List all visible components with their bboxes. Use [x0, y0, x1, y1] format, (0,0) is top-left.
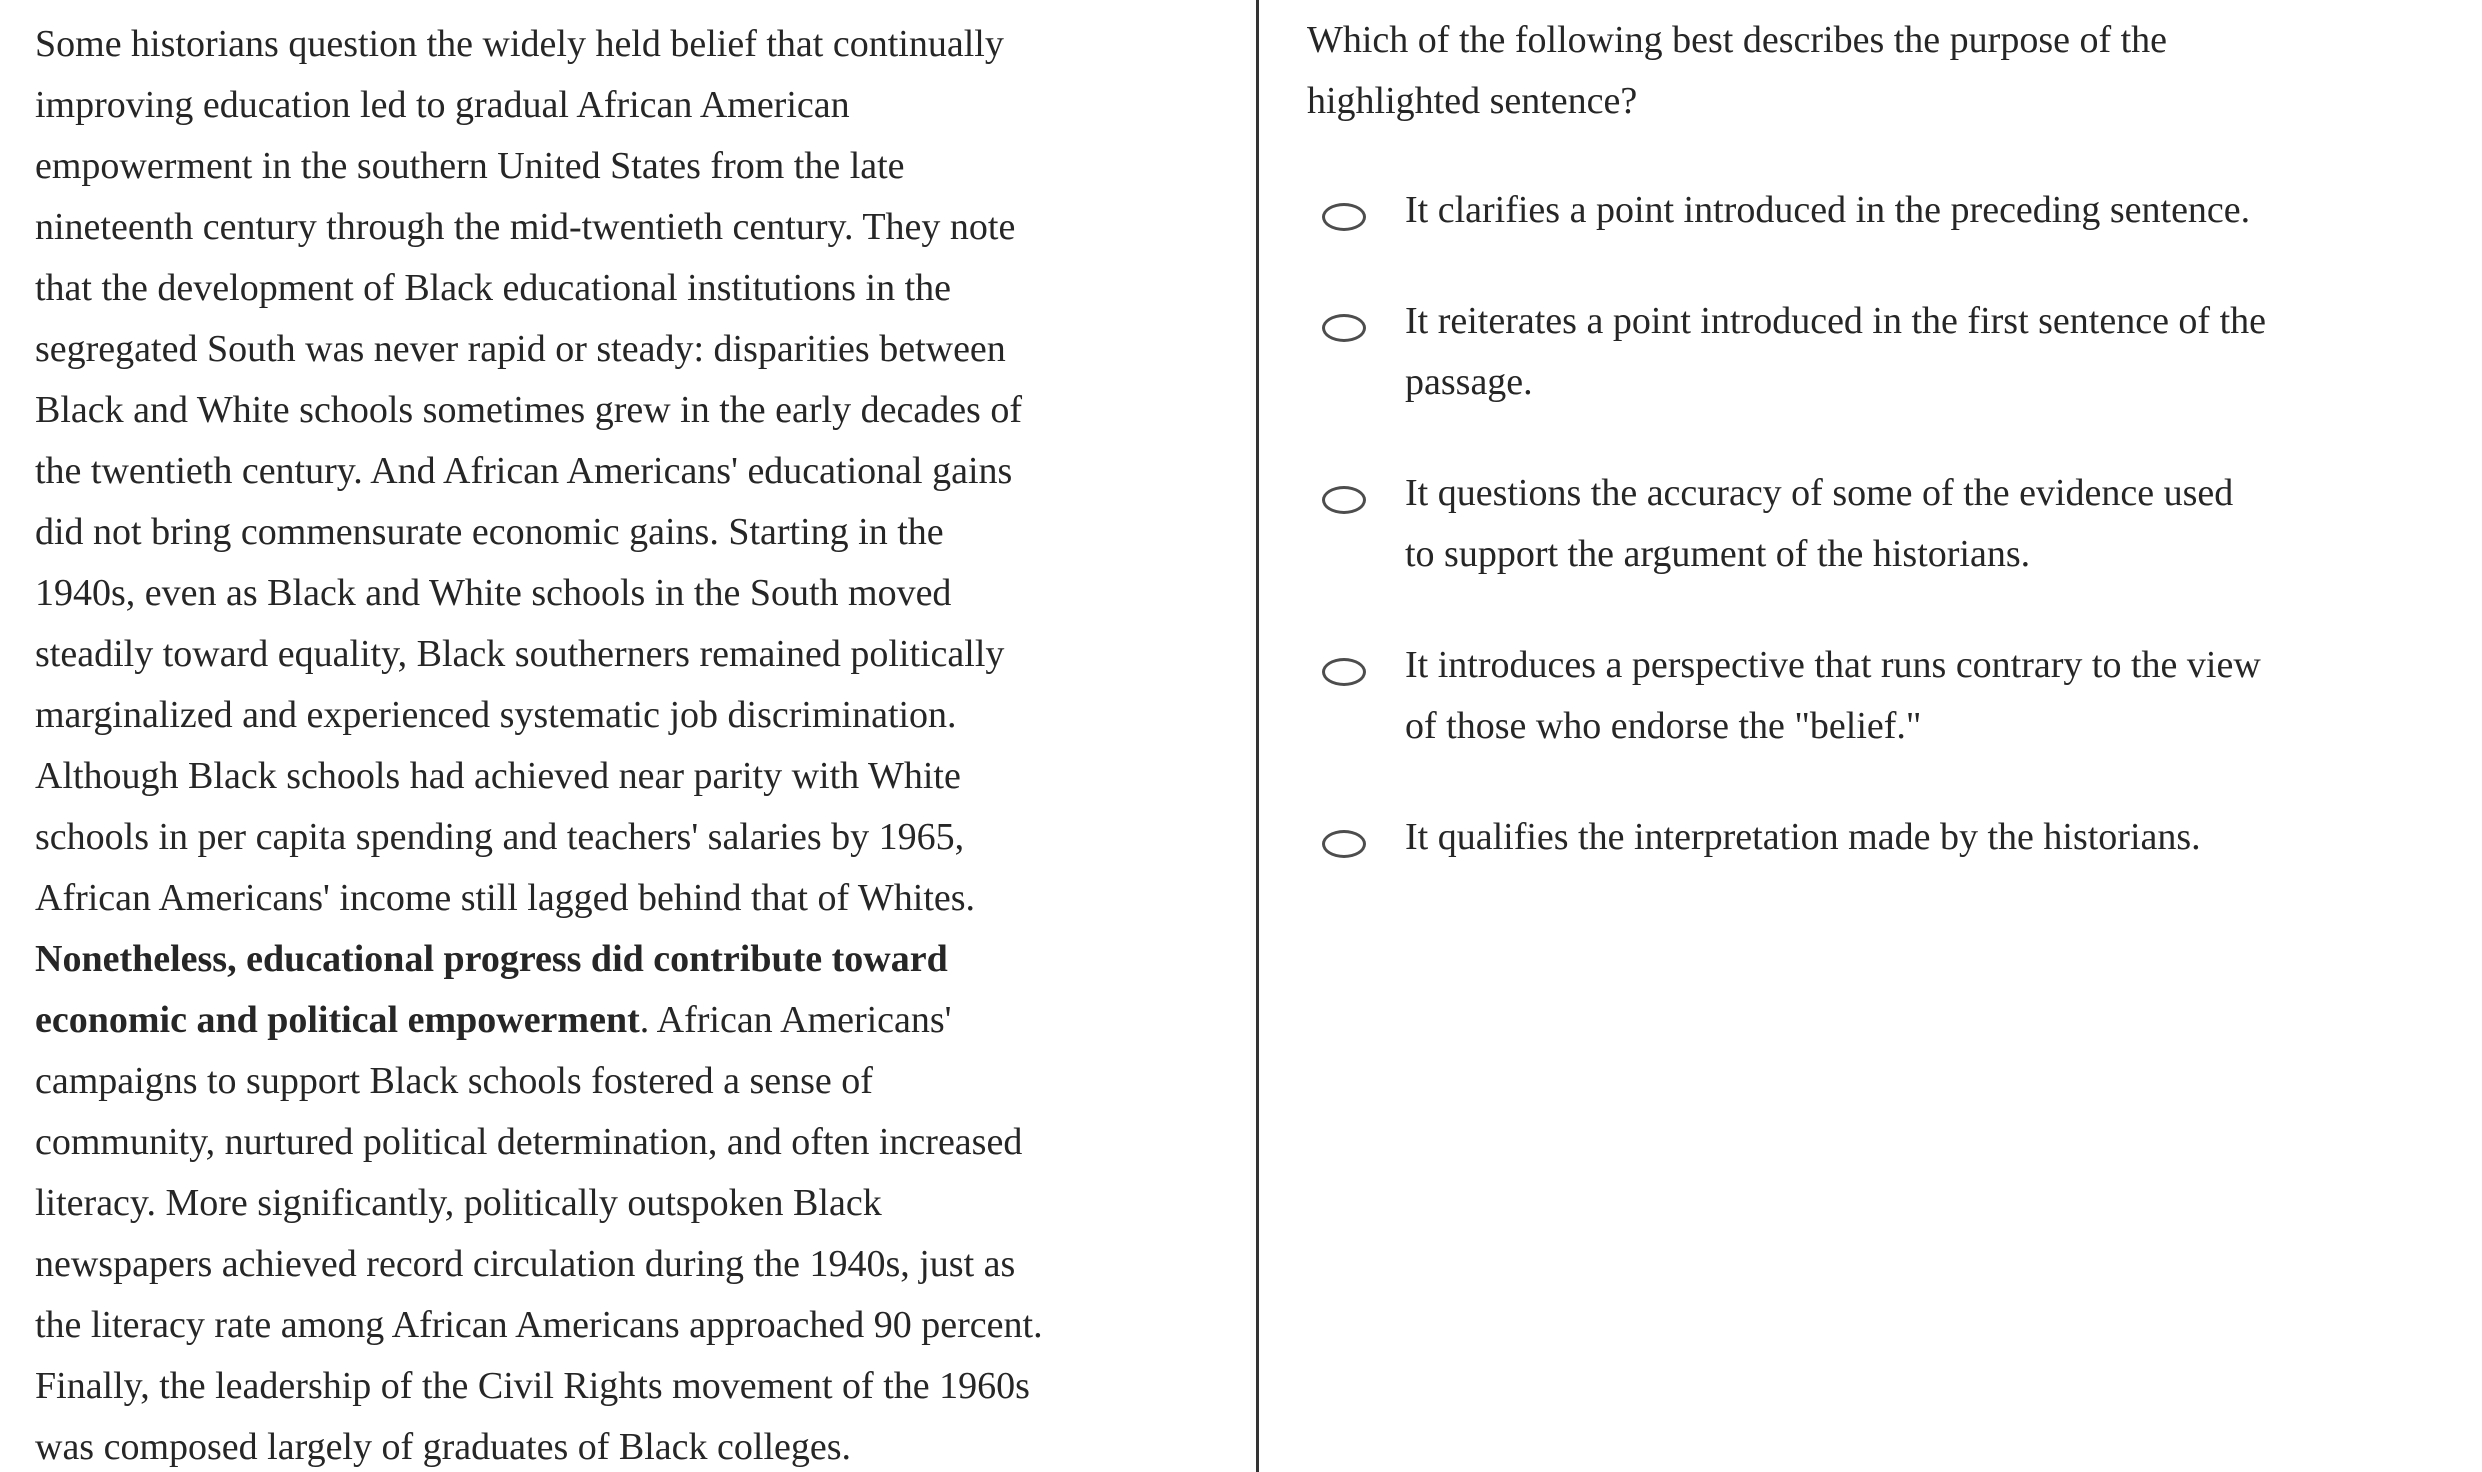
passage-line — [35, 1051, 1251, 1112]
option-line[interactable]: of those who endorse the "belief." — [1405, 705, 1922, 747]
answer-option-3[interactable] — [1307, 463, 2477, 585]
passage-text-segment: campaigns to support Black schools fostered a sense of — [35, 1060, 873, 1102]
answer-option-2[interactable] — [1307, 291, 2477, 413]
option-line[interactable]: It qualifies the interpretation made by the historians. — [1405, 816, 2201, 858]
passage-text-segment: Black and White schools sometimes grew in the early decades of — [35, 389, 1022, 431]
passage-text-segment: African Americans' income still lagged behind that of Whites. — [35, 877, 976, 919]
passage-text-segment: that the development of Black educational institutions in the — [35, 267, 952, 309]
passage-text-segment: literacy. More significantly, politically outspoken Black — [35, 1182, 882, 1224]
option-text[interactable] — [1405, 180, 2250, 241]
option-text[interactable] — [1405, 291, 2266, 413]
passage-line — [35, 1112, 1251, 1173]
passage-text-segment: nineteenth century through the mid-twentieth century. They note — [35, 206, 1016, 248]
option-line[interactable]: It questions the accuracy of some of the evidence used — [1405, 472, 2234, 514]
question-panel — [1307, 10, 2477, 918]
passage-text-segment: segregated South was never rapid or steady: disparities between — [35, 328, 1006, 370]
passage-line — [35, 75, 1251, 136]
passage-text-segment: 1940s, even as Black and White schools in the South moved — [35, 572, 952, 614]
passage-text-segment: steadily toward equality, Black southerners remained politically — [35, 633, 1005, 675]
passage-text-segment: was composed largely of graduates of Black colleges. — [35, 1426, 852, 1468]
passage-line — [35, 990, 1251, 1051]
passage-line — [35, 319, 1251, 380]
option-text[interactable] — [1405, 463, 2233, 585]
passage-line — [35, 746, 1251, 807]
passage-line — [35, 624, 1251, 685]
passage-text-segment: Finally, the leadership of the Civil Rights movement of the 1960s — [35, 1365, 1030, 1407]
option-text[interactable] — [1405, 635, 2261, 757]
option-line[interactable]: It introduces a perspective that runs contrary to the view — [1405, 644, 2261, 686]
radio-button[interactable] — [1322, 203, 1366, 231]
passage-text-segment: the twentieth century. And African Americans' educational gains — [35, 450, 1013, 492]
radio-button[interactable] — [1322, 314, 1366, 342]
passage-line — [35, 1295, 1251, 1356]
passage-line — [35, 1417, 1251, 1472]
answer-option-1[interactable] — [1307, 180, 2477, 241]
answer-option-4[interactable] — [1307, 635, 2477, 757]
passage-line — [35, 868, 1251, 929]
passage-line — [35, 136, 1251, 197]
panel-divider — [1256, 0, 1259, 1472]
passage-text-segment: did not bring commensurate economic gains. Starting in the — [35, 511, 944, 553]
passage-line — [35, 380, 1251, 441]
passage-text-segment: community, nurtured political determination, and often increased — [35, 1121, 1023, 1163]
passage-panel — [35, 14, 1251, 1472]
passage-line — [35, 441, 1251, 502]
passage-text-segment: schools in per capita spending and teachers' salaries by 1965, — [35, 816, 965, 858]
passage-line — [35, 197, 1251, 258]
passage-line — [35, 14, 1251, 75]
highlighted-sentence-segment: Nonetheless, educational progress did contribute toward — [35, 938, 948, 980]
passage-line — [35, 929, 1251, 990]
passage-text-segment: . African Americans' — [639, 999, 952, 1041]
passage-line — [35, 1234, 1251, 1295]
passage-line — [35, 258, 1251, 319]
option-line[interactable]: to support the argument of the historians. — [1405, 533, 2031, 575]
question-line: Which of the following best describes the purpose of the — [1307, 19, 2168, 61]
question-text — [1307, 10, 2477, 132]
option-line[interactable]: passage. — [1405, 361, 1533, 403]
passage-line — [35, 563, 1251, 624]
passage-line — [35, 1356, 1251, 1417]
radio-button[interactable] — [1322, 658, 1366, 686]
passage-line — [35, 685, 1251, 746]
passage-text-segment: Some historians question the widely held belief that continually — [35, 23, 1004, 65]
passage-text-segment: newspapers achieved record circulation during the 1940s, just as — [35, 1243, 1016, 1285]
radio-button[interactable] — [1322, 830, 1366, 858]
answer-options — [1307, 180, 2477, 868]
radio-button[interactable] — [1322, 486, 1366, 514]
option-text[interactable] — [1405, 807, 2201, 868]
passage-line — [35, 1173, 1251, 1234]
passage-text-segment: marginalized and experienced systematic job discrimination. — [35, 694, 957, 736]
passage-line — [35, 502, 1251, 563]
passage-line — [35, 807, 1251, 868]
option-line[interactable]: It clarifies a point introduced in the preceding sentence. — [1405, 189, 2251, 231]
answer-option-5[interactable] — [1307, 807, 2477, 868]
highlighted-sentence-segment: economic and political empowerment — [35, 999, 640, 1041]
passage-text-segment: Although Black schools had achieved near parity with White — [35, 755, 961, 797]
passage-text-segment: empowerment in the southern United States from the late — [35, 145, 905, 187]
passage-text-segment: improving education led to gradual African American — [35, 84, 850, 126]
question-line: highlighted sentence? — [1307, 80, 1638, 122]
option-line[interactable]: It reiterates a point introduced in the first sentence of the — [1405, 300, 2267, 342]
passage-text-segment: the literacy rate among African Americans approached 90 percent. — [35, 1304, 1043, 1346]
